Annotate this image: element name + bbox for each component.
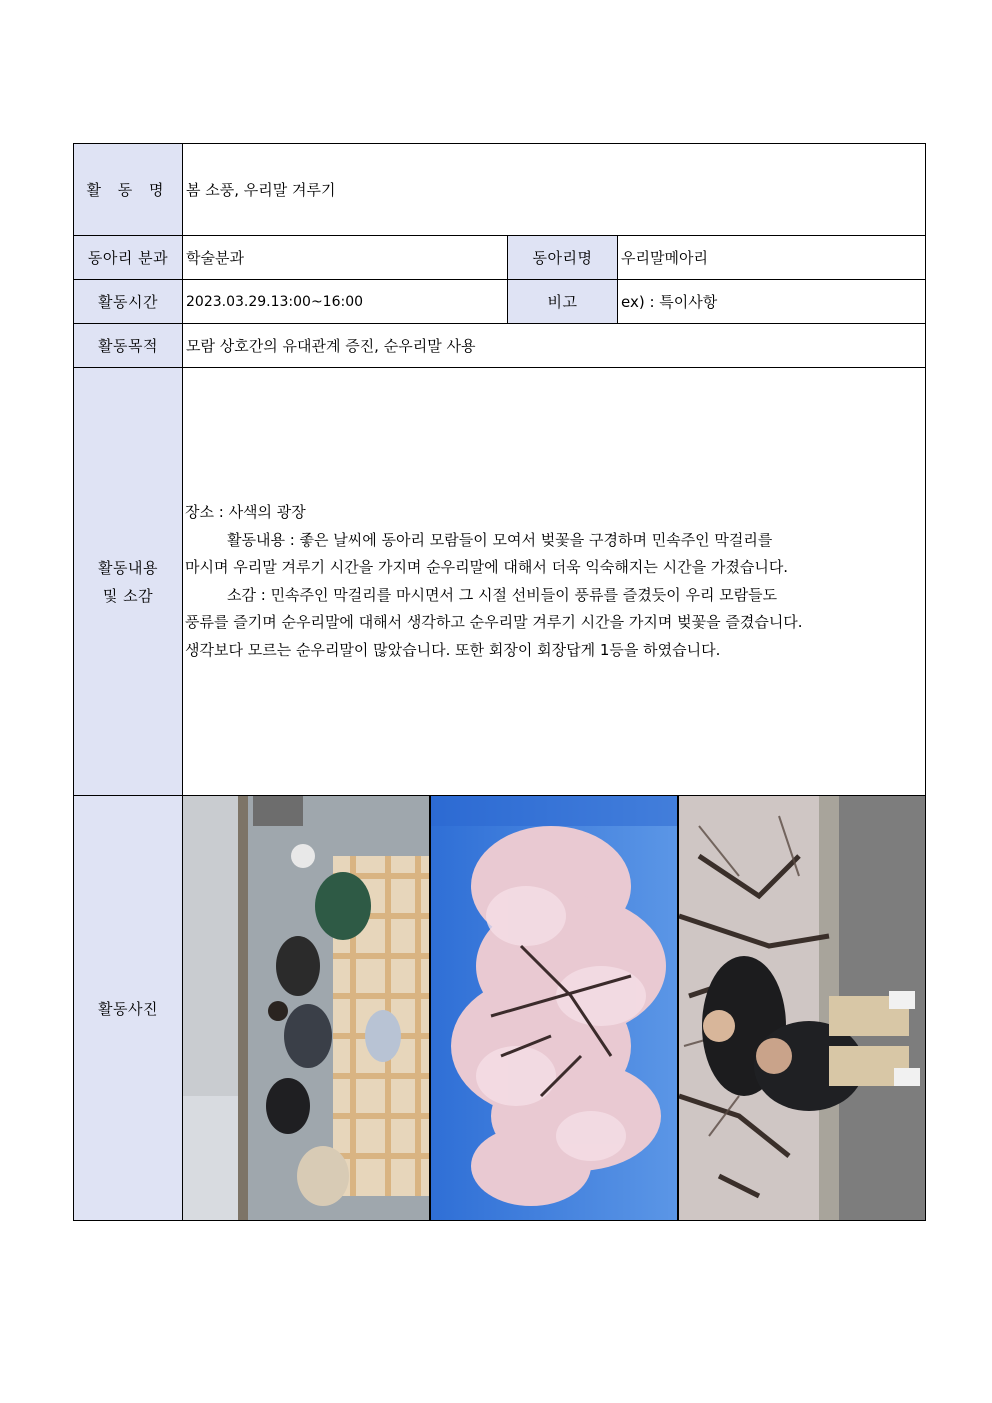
content-value [183, 368, 926, 796]
time-label: 활동시간 [74, 280, 183, 324]
time-value: 2023.03.29.13:00~16:00 [183, 280, 508, 324]
club-name-label: 동아리명 [508, 236, 618, 280]
people-under-tree-photo [677, 796, 925, 1220]
people-under-tree-image [679, 796, 925, 1220]
content-line-6: 생각보다 모르는 순우리말이 많았습니다. 또한 회장이 회장답게 1등을 하였습니다. [185, 640, 721, 659]
content-line-3: 마시며 우리말 겨루기 시간을 가지며 순우리말에 대해서 더욱 익숙해지는 시간을 가졌습니다. [185, 558, 789, 576]
activity-report-table [73, 143, 926, 1221]
club-category-value: 학술분과 [183, 236, 508, 280]
content-body [183, 499, 925, 664]
content-line-4: 소감 : 민속주인 막걸리를 마시면서 그 시절 선비들이 풍류를 즐겼듯이 우리 모람들도 [227, 585, 778, 604]
cherry-blossom-photo [429, 796, 677, 1220]
photo-strip [183, 796, 925, 1220]
note-label: 비고 [508, 280, 618, 324]
group-picnic-image [183, 796, 429, 1220]
content-label-line1: 활동내용 [98, 558, 158, 577]
note-value: ex) : 특이사항 [618, 280, 926, 324]
content-label-line2: 및 소감 [102, 586, 154, 605]
group-picnic-photo [183, 796, 429, 1220]
photos-cell [183, 796, 926, 1221]
photos-label: 활동사진 [74, 796, 183, 1221]
content-line-1: 장소 : 사색의 광장 [185, 503, 306, 521]
content-label [74, 368, 183, 796]
cherry-blossom-image [431, 796, 677, 1220]
purpose-value: 모람 상호간의 유대관계 증진, 순우리말 사용 [183, 324, 926, 368]
activity-name-value: 봄 소풍, 우리말 겨루기 [183, 144, 926, 236]
club-name-value: 우리말메아리 [618, 236, 926, 280]
club-category-label: 동아리 분과 [74, 236, 183, 280]
activity-name-label: 활 동 명 [74, 144, 183, 236]
content-line-2: 활동내용 : 좋은 날씨에 동아리 모람들이 모여서 벚꽃을 구경하며 민속주인 막걸리를 [227, 530, 773, 549]
purpose-label: 활동목적 [74, 324, 183, 368]
content-line-5: 풍류를 즐기며 순우리말에 대해서 생각하고 순우리말 겨루기 시간을 가지며 벚꽃을 즐겼습니다. [185, 613, 803, 631]
